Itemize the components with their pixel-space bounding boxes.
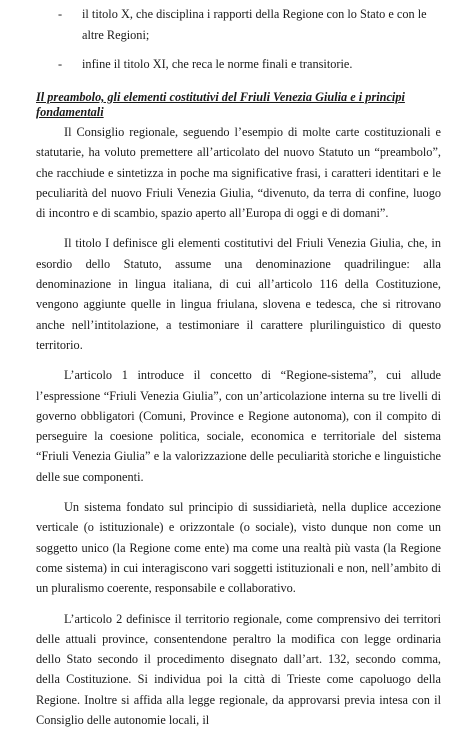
- bullet-list: [58, 4, 428, 83]
- section-heading: Il preambolo, gli elementi costitutivi del Friuli Venezia Giulia e i principi fondamentali: [36, 90, 405, 119]
- paragraph-articolo-2: L’articolo 2 definisce il territorio regionale, come comprensivo dei territori delle attuali province, consentendone peraltro la modifica con legge ordinaria dello Stato secondo il procedimento disegnato dall’art. 132, secondo comma, della Costituzione. Si individua poi la città di Trieste come capoluogo della Regione. Inoltre si affida alla legge regionale, da approvarsi previa intesa con il Consiglio delle autonomie locali, il: [36, 611, 441, 728]
- body-text: [36, 122, 441, 740]
- paragraph-titolo-i: Il titolo I definisce gli elementi costitutivi del Friuli Venezia Giulia, che, in esordio dello Statuto, assume una denominazione quadrilingue: alla denominazione in lingua italiana, di cui all’articolo 116 della Costituzione, vengono aggiunte quelle in lingua friulana, slovena e tedesca, che si ritrovano anche nell’intitolazione, a testimoniare il carattere plurilinguistico di questo territorio.: [36, 236, 441, 352]
- bullet-dash: -: [58, 57, 63, 71]
- bullet-item-titolo-xi: [58, 54, 428, 75]
- paragraph-preambolo: Il Consiglio regionale, seguendo l’esempio di molte carte costituzionali e statutarie, ha voluto premettere all’articolato del nuovo Statuto un “preambolo”, che racchiude e sintetizza in poche ma significative frasi, i caratteri identitari e le peculiarità del nuovo Friuli Venezia Giulia, “divenuto, da terra di confine, luogo di incontro e di scambio, spazio aperto all’Europa di oggi e di domani”.: [36, 125, 441, 221]
- bullet-item-titolo-x: [58, 4, 428, 46]
- bullet-text: il titolo X, che disciplina i rapporti della Regione con lo Stato e con le altre Regioni;: [82, 7, 427, 42]
- paragraph-articolo-1: L’articolo 1 introduce il concetto di “Regione-sistema”, cui allude l’espressione “Friuli Venezia Giulia”, con un’articolazione interna su tre livelli di governo obbligatori (Comuni, Province e Regione autonoma), con il compito di perseguire la coesione politica, sociale, economica e territoriale del sistema “Friuli Venezia Giulia” e la valorizzazione delle peculiarità storiche e linguistiche delle sue componenti.: [36, 368, 441, 484]
- bullet-dash: -: [58, 7, 63, 21]
- paragraph-sussidiarieta: Un sistema fondato sul principio di sussidiarietà, nella duplice accezione verticale (o istituzionale) e orizzontale (o sociale), visto dunque non come un soggetto unico (la Regione come ente) ma come una realtà più vasta (la Regione come sistema) in cui interagiscono vari soggetti istituzionali e non, nell’ambito di un pluralismo coerente, responsabile e collaborativo.: [36, 500, 441, 596]
- bullet-text: infine il titolo XI, che reca le norme finali e transitorie.: [82, 57, 353, 71]
